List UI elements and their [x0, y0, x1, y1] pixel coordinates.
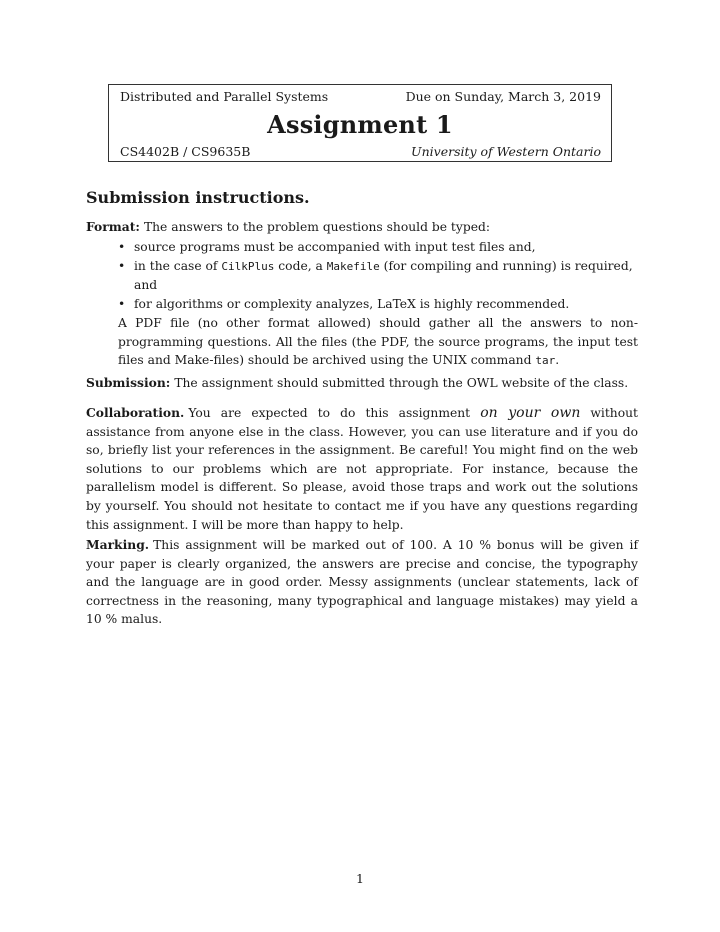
pdf-paragraph: A PDF file (no other format allowed) should gather all the answers to non-programming questions. All the files (the PDF, the source programs, the input test files and Make-files) should be archived using the UNIX command tar.: [118, 316, 638, 368]
submission-label: Submission:: [86, 375, 171, 390]
bullet-icon: •: [118, 240, 126, 254]
collaboration-label: Collaboration.: [86, 405, 185, 420]
bullet-icon: •: [118, 258, 126, 273]
page-number: 1: [356, 871, 364, 886]
course-code: CS4402B / CS9635B: [120, 144, 251, 159]
inline-code: CilkPlus: [221, 259, 275, 273]
section-title: Submission instructions.: [86, 188, 310, 207]
inline-code: tar: [535, 354, 556, 368]
university-name: University of Western Ontario: [411, 144, 601, 159]
format-text: The answers to the problem questions should be typed:: [143, 220, 490, 234]
due-date: Due on Sunday, March 3, 2019: [405, 89, 601, 104]
bullet-icon: •: [118, 296, 126, 311]
format-label: Format:: [86, 219, 140, 234]
list-item: • source programs must be accompanied with input test files and,: [118, 238, 638, 257]
format-paragraph: [86, 218, 638, 237]
list-item: • for algorithms or complexity analyzes, LaTeX is highly recommended.: [118, 295, 638, 314]
inline-code: Makefile: [326, 259, 380, 273]
assignment-title: Assignment 1: [267, 110, 453, 139]
marking-label: Marking.: [86, 537, 150, 552]
collaboration-paragraph: Collaboration. You are expected to do this assignment on your own without assistance from anyone else in the class. However, you can use literature and if you do so, briefly list your references in the assignment. Be careful! You might find on the web solutions to our problems which are not appropriate. For instance, because the parallelism model is different. So please, avoid those traps and work out the solutions by yourself. You should not hesitate to contact me if you have any questions regarding this assignment. I will be more than happy to help.: [86, 405, 638, 532]
marking-paragraph: Marking. This assignment will be marked out of 100. A 10 % bonus will be given if your paper is clearly organized, the answers are precise and concise, the typography and the language are in good order. Messy assignments (unclear statements, lack of correctness in the reasoning, many typographical and language mistakes) may yield a 10 % malus.: [86, 537, 638, 627]
header-box: [108, 84, 612, 162]
emphasis-text: on your own: [480, 405, 581, 421]
submission-paragraph: Submission: The assignment should submitted through the OWL website of the class.: [86, 375, 629, 390]
course-name: Distributed and Parallel Systems: [120, 89, 329, 104]
list-item: • in the case of CilkPlus code, a Makefile (for compiling and running) is required, and: [118, 258, 633, 293]
format-bullet-list: [118, 238, 638, 313]
